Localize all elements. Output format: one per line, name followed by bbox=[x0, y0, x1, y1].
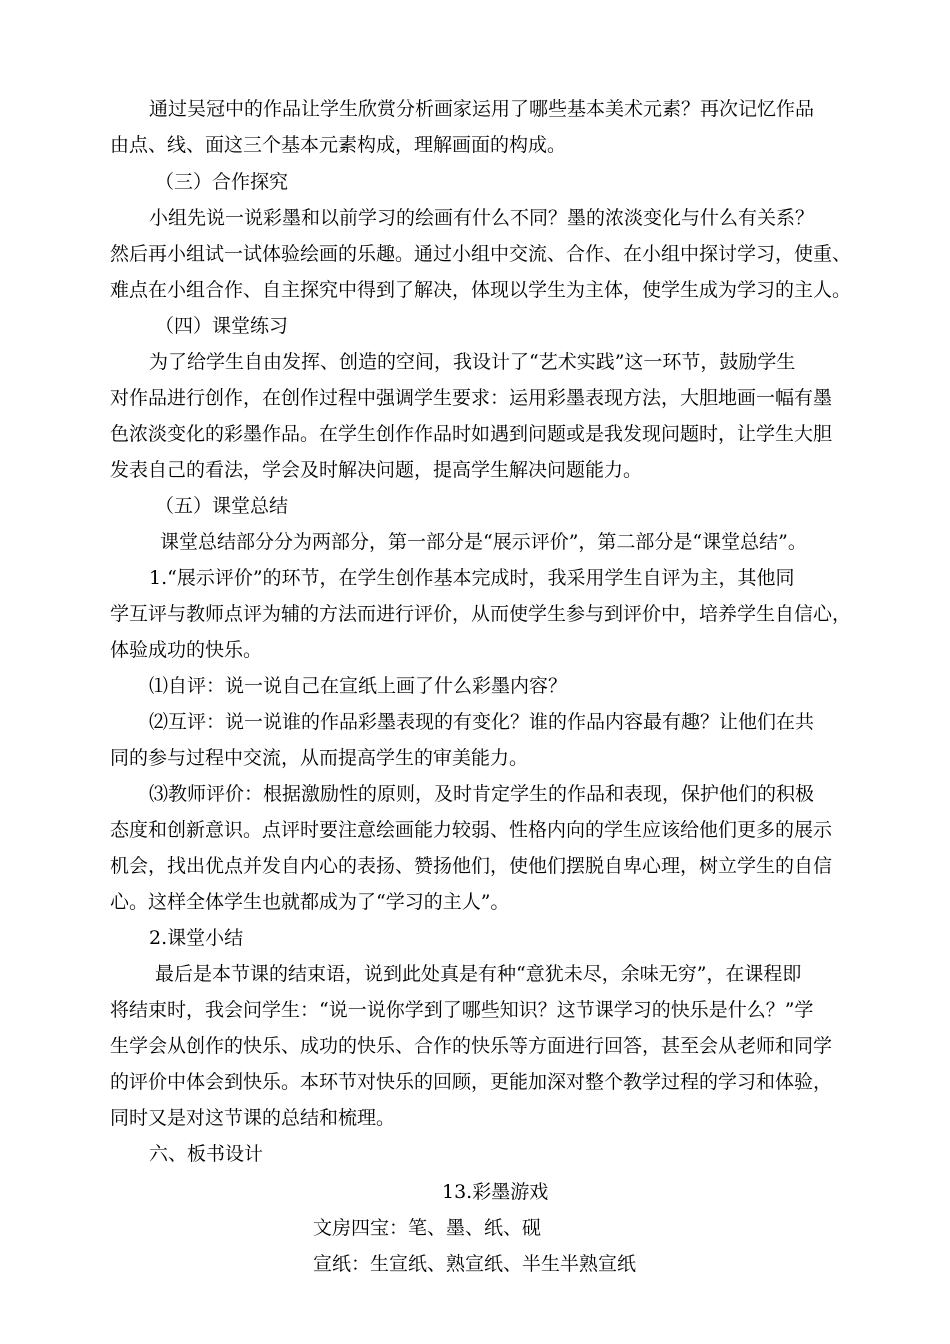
paragraph-line: 同的参与过程中交流，从而提高学生的审美能力。 bbox=[110, 747, 529, 769]
paragraph-line: 态度和创新意识。点评时要注意绘画能力较弱、性格内向的学生应该给他们更多的展示 bbox=[110, 819, 833, 841]
paragraph-line: 发表自己的看法，学会及时解决问题，提高学生解决问题能力。 bbox=[110, 459, 643, 481]
paragraph-line: 难点在小组合作、自主探究中得到了解决，体现以学生为主体，使学生成为学习的主人。 bbox=[110, 279, 852, 301]
paragraph-line: 1.“展示评价”的环节，在学生创作基本完成时，我采用学生自评为主，其他同 bbox=[149, 567, 795, 589]
paragraph-line: 小组先说一说彩墨和以前学习的绘画有什么不同？墨的浓淡变化与什么有关系？ bbox=[149, 207, 815, 229]
paragraph-line: 同时又是对这节课的总结和梳理。 bbox=[110, 1107, 396, 1129]
section-heading: （四）课堂练习 bbox=[155, 315, 289, 337]
section-heading: 2.课堂小结 bbox=[149, 927, 244, 949]
paragraph-line: 通过吴冠中的作品让学生欣赏分析画家运用了哪些基本美术元素？再次记忆作品 bbox=[149, 98, 815, 120]
paragraph-line: 为了给学生自由发挥、创造的空间，我设计了“艺术实践”这一环节，鼓励学生 bbox=[149, 351, 796, 373]
board-line: 文房四宝：笔、墨、纸、砚 bbox=[313, 1217, 542, 1239]
paragraph-line: 学互评与教师点评为辅的方法而进行评价，从而使学生参与到评价中，培养学生自信心， bbox=[110, 603, 852, 625]
board-title: 13.彩墨游戏 bbox=[442, 1181, 549, 1203]
paragraph-line: 的评价中体会到快乐。本环节对快乐的回顾，更能加深对整个教学过程的学习和体验， bbox=[110, 1071, 833, 1093]
paragraph-line: 课堂总结部分分为两部分，第一部分是“展示评价”，第二部分是“课堂总结”。 bbox=[160, 531, 807, 553]
section-heading: （三）合作探究 bbox=[155, 171, 289, 193]
section-heading: （五）课堂总结 bbox=[155, 495, 289, 517]
paragraph-line: 心。这样全体学生也就都成为了“学习的主人”。 bbox=[110, 891, 510, 913]
paragraph-line: 将结束时，我会问学生：“说一说你学到了哪些知识？这节课学习的快乐是什么？”学 bbox=[110, 999, 814, 1021]
paragraph-line: ⑵互评：说一说谁的作品彩墨表现的有变化？谁的作品内容最有趣？让他们在共 bbox=[149, 711, 815, 733]
paragraph-line: ⑶教师评价：根据激励性的原则，及时肯定学生的作品和表现，保护他们的积极 bbox=[149, 783, 815, 805]
section-heading: 六、板书设计 bbox=[149, 1143, 264, 1165]
board-line: 宣纸：生宣纸、熟宣纸、半生半熟宣纸 bbox=[313, 1253, 637, 1275]
paragraph-line: ⑴自评：说一说自己在宣纸上画了什么彩墨内容？ bbox=[149, 675, 568, 697]
paragraph-line: 机会，找出优点并发自内心的表扬、赞扬他们，使他们摆脱自卑心理，树立学生的自信 bbox=[110, 855, 833, 877]
paragraph-line: 然后再小组试一试体验绘画的乐趣。通过小组中交流、合作、在小组中探讨学习，使重、 bbox=[110, 243, 852, 265]
paragraph-line: 对作品进行创作，在创作过程中强调学生要求：运用彩墨表现方法，大胆地画一幅有墨 bbox=[110, 387, 833, 409]
paragraph-line: 由点、线、面这三个基本元素构成，理解画面的构成。 bbox=[110, 134, 567, 156]
paragraph-line: 最后是本节课的结束语，说到此处真是有种“意犹未尽，余味无穷”，在课程即 bbox=[155, 963, 802, 985]
paragraph-line: 生学会从创作的快乐、成功的快乐、合作的快乐等方面进行回答，甚至会从老师和同学 bbox=[110, 1035, 833, 1057]
paragraph-line: 色浓淡变化的彩墨作品。在学生创作作品时如遇到问题或是我发现问题时，让学生大胆 bbox=[110, 423, 833, 445]
paragraph-line: 体验成功的快乐。 bbox=[110, 639, 263, 661]
